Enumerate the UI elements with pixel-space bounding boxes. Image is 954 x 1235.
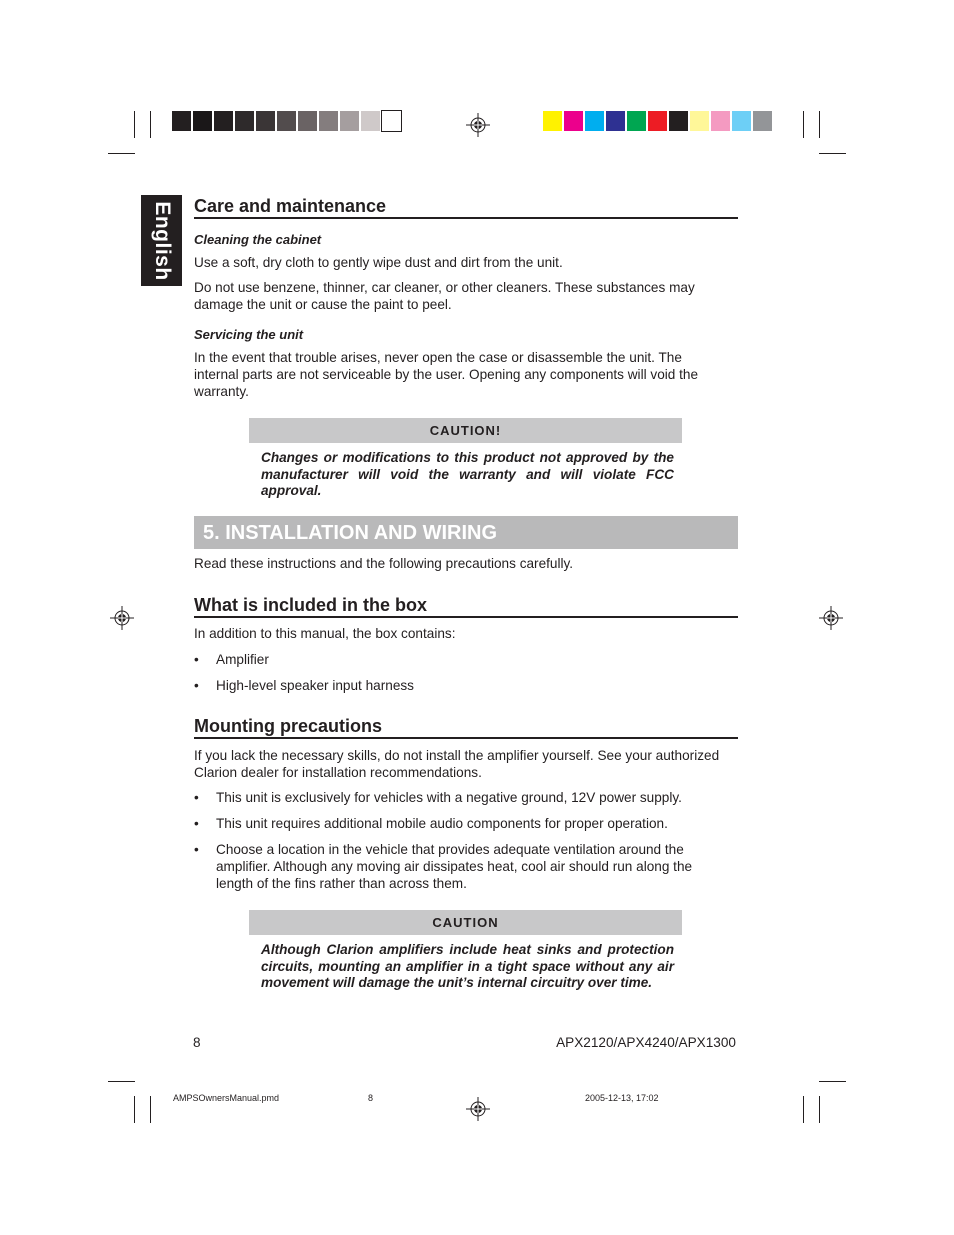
list-item-text: This unit is exclusively for vehicles with a negative ground, 12V power supply.	[216, 790, 682, 805]
crop-mark	[819, 1081, 846, 1082]
color-swatch	[543, 111, 562, 131]
caution-title-bar: CAUTION	[249, 910, 682, 935]
cleaning-paragraph-1: Use a soft, dry cloth to gently wipe dust and dirt from the unit.	[194, 255, 563, 270]
color-swatch	[172, 111, 191, 131]
slug-date: 2005-12-13, 17:02	[585, 1093, 659, 1103]
servicing-subheading: Servicing the unit	[194, 327, 304, 342]
bullet-icon: •	[194, 842, 199, 857]
language-side-tab	[141, 195, 182, 286]
color-swatch	[340, 111, 359, 131]
crop-mark	[134, 1096, 135, 1123]
color-swatch	[627, 111, 646, 131]
caution-text: Although Clarion amplifiers include heat sinks and protection circuits, mounting an amplifier in a tight space without any air movement will damage the unit’s internal circuitry over time.	[261, 942, 674, 990]
cleaning-subheading: Cleaning the cabinet	[194, 232, 322, 247]
list-item-text: High-level speaker input harness	[216, 678, 414, 693]
crop-mark	[150, 1096, 151, 1123]
crop-mark	[108, 153, 135, 154]
language-tab-label: English	[150, 200, 174, 281]
list-item-text: Amplifier	[216, 652, 269, 667]
slug-page: 8	[368, 1093, 374, 1103]
color-swatch	[669, 111, 688, 131]
crop-mark	[819, 111, 820, 138]
registration-mark-icon	[466, 113, 490, 137]
list-item-text: Choose a location in the vehicle that provides adequate ventilation around the amplifier. Although any moving air dissipates heat, cool air should run along the length of the fins rather than across them.	[216, 842, 693, 891]
mounting-heading: Mounting precautions	[194, 716, 738, 739]
crop-mark	[108, 1081, 135, 1082]
crop-mark	[150, 111, 151, 138]
crop-mark	[819, 1096, 820, 1123]
caution-text: Changes or modifications to this product not approved by the manufacturer will void the warranty and will violate FCC approval.	[261, 450, 674, 498]
servicing-paragraph: In the event that trouble arises, never open the case or disassemble the unit. The internal parts are not serviceable by the user. Opening any components will void the warranty.	[194, 350, 699, 399]
care-heading: Care and maintenance	[194, 196, 738, 219]
color-swatch	[690, 111, 709, 131]
bullet-icon: •	[194, 816, 199, 831]
caution-title-bar: CAUTION!	[249, 418, 682, 443]
slug-filename: AMPSOwnersManual.pmd	[173, 1093, 280, 1103]
registration-mark-icon	[110, 606, 134, 630]
section-heading-bar	[194, 516, 738, 549]
registration-mark-icon	[466, 1097, 490, 1121]
included-intro: In addition to this manual, the box contains:	[194, 626, 456, 641]
color-swatch	[606, 111, 625, 131]
crop-mark	[803, 111, 804, 138]
color-swatch	[256, 111, 275, 131]
color-swatch	[361, 111, 380, 131]
model-numbers: APX2120/APX4240/APX1300	[556, 1035, 736, 1050]
cleaning-paragraph-2: Do not use benzene, thinner, car cleaner, or other cleaners. These substances may damage the unit or cause the paint to peel.	[194, 280, 695, 312]
color-swatch	[585, 111, 604, 131]
page-number: 8	[193, 1035, 201, 1050]
included-heading: What is included in the box	[194, 595, 738, 618]
bullet-icon: •	[194, 652, 199, 667]
color-swatch	[214, 111, 233, 131]
color-swatch	[564, 111, 583, 131]
section-title: 5. INSTALLATION AND WIRING	[203, 522, 498, 544]
crop-mark	[134, 111, 135, 138]
color-swatch	[193, 111, 212, 131]
crop-mark	[803, 1096, 804, 1123]
color-swatch	[732, 111, 751, 131]
color-swatch	[298, 111, 317, 131]
color-swatch	[753, 111, 772, 131]
registration-mark-icon	[819, 606, 843, 630]
mounting-intro: If you lack the necessary skills, do not install the amplifier yourself. See your authorized Clarion dealer for installation recommendations.	[194, 748, 720, 780]
list-item-text: This unit requires additional mobile audio components for proper operation.	[216, 816, 668, 831]
color-swatch	[711, 111, 730, 131]
bullet-icon: •	[194, 678, 199, 693]
color-swatch	[235, 111, 254, 131]
crop-mark	[819, 153, 846, 154]
color-swatch	[319, 111, 338, 131]
color-swatch	[648, 111, 667, 131]
section-intro: Read these instructions and the following precautions carefully.	[194, 556, 574, 571]
bullet-icon: •	[194, 790, 199, 805]
color-swatch	[277, 111, 296, 131]
color-swatch	[382, 111, 401, 131]
